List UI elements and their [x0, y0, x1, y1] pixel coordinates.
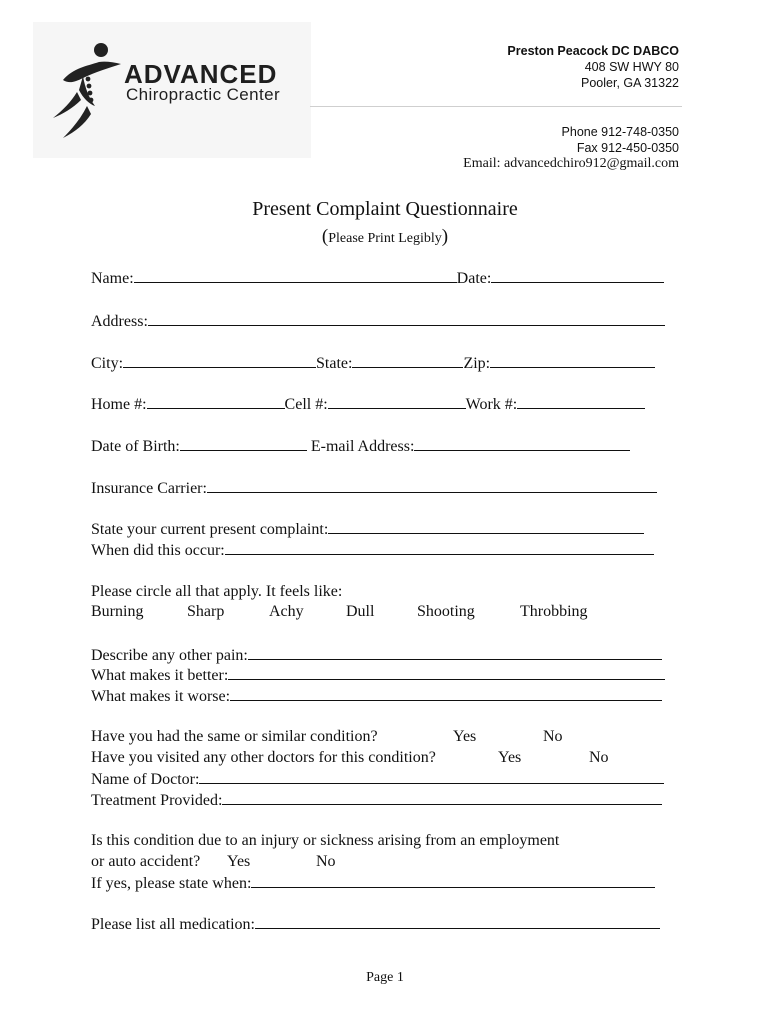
address-field[interactable]: [148, 311, 665, 326]
work-label: Work #:: [465, 396, 518, 413]
complaint-row: [91, 519, 644, 540]
when-label: When did this occur:: [91, 542, 225, 559]
form-title: Present Complaint Questionnaire: [252, 198, 518, 220]
city-row: [91, 353, 655, 374]
email-field[interactable]: [414, 436, 630, 451]
address-row: [91, 311, 665, 332]
doctor-name-label: Name of Doctor:: [91, 771, 200, 788]
phone-number: Phone 912-748-0350: [561, 125, 679, 139]
doctor-name-field[interactable]: [199, 769, 664, 784]
name-row: [91, 268, 664, 289]
doctor-row: [91, 769, 664, 790]
complaint-label: State your current present complaint:: [91, 521, 329, 538]
city-address: Pooler, GA 31322: [581, 76, 679, 90]
city-label: City:: [91, 355, 124, 372]
visited-question: Have you visited any other doctors for this condition?: [91, 749, 436, 766]
similar-no[interactable]: No: [543, 728, 563, 745]
when-field[interactable]: [225, 540, 654, 555]
logo-wordmark: ADVANCED: [124, 59, 278, 89]
option-dull[interactable]: Dull: [346, 603, 375, 620]
ifyes-field[interactable]: [251, 873, 655, 888]
date-field[interactable]: [491, 268, 664, 283]
insurance-label: Insurance Carrier:: [91, 480, 207, 497]
phone-row: [91, 394, 645, 415]
zip-label: Zip:: [463, 355, 491, 372]
ifyes-row: [91, 873, 655, 894]
subtitle-text: Please Print Legibly: [328, 231, 442, 246]
better-label: What makes it better:: [91, 667, 229, 684]
state-label: State:: [316, 355, 353, 372]
injury-question-line2: or auto accident?: [91, 853, 201, 870]
name-label: Name:: [91, 270, 134, 287]
other-pain-label: Describe any other pain:: [91, 647, 248, 664]
worse-label: What makes it worse:: [91, 688, 231, 705]
dob-label: Date of Birth:: [91, 438, 180, 455]
header-divider: [310, 106, 682, 107]
ifyes-label: If yes, please state when:: [91, 875, 252, 892]
medication-row: [91, 914, 660, 935]
option-sharp[interactable]: Sharp: [187, 603, 225, 620]
better-field[interactable]: [228, 665, 665, 680]
similar-question: Have you had the same or similar condition?: [91, 728, 378, 745]
dob-row: [91, 436, 630, 457]
treatment-row: [91, 790, 662, 811]
name-field[interactable]: [134, 268, 457, 283]
when-row: [91, 540, 654, 561]
address-label: Address:: [91, 313, 148, 330]
home-label: Home #:: [91, 396, 147, 413]
logo-tagline: Chiropractic Center: [126, 85, 281, 104]
zip-field[interactable]: [490, 353, 655, 368]
insurance-field[interactable]: [207, 478, 657, 493]
medication-field[interactable]: [255, 914, 660, 929]
option-achy[interactable]: Achy: [269, 603, 304, 620]
page-number: Page 1: [366, 970, 404, 985]
cell-phone-field[interactable]: [328, 394, 466, 409]
option-burning[interactable]: Burning: [91, 603, 144, 620]
home-phone-field[interactable]: [147, 394, 285, 409]
dob-field[interactable]: [180, 436, 307, 451]
state-field[interactable]: [352, 353, 463, 368]
treatment-field[interactable]: [222, 790, 662, 805]
injury-yes[interactable]: Yes: [227, 853, 251, 870]
circle-prompt: Please circle all that apply. It feels like:: [91, 583, 343, 600]
cell-label: Cell #:: [284, 396, 328, 413]
other-pain-field[interactable]: [248, 645, 662, 660]
work-phone-field[interactable]: [517, 394, 645, 409]
worse-field[interactable]: [230, 686, 662, 701]
visited-no[interactable]: No: [589, 749, 609, 766]
doctor-name: Preston Peacock DC DABCO: [507, 44, 679, 58]
logo: [33, 22, 311, 158]
medication-label: Please list all medication:: [91, 916, 255, 933]
better-row: [91, 665, 665, 686]
injury-no[interactable]: No: [316, 853, 336, 870]
worse-row: [91, 686, 662, 707]
insurance-row: [91, 478, 657, 499]
similar-yes[interactable]: Yes: [453, 728, 477, 745]
spine-figure-icon: [43, 28, 123, 148]
form-subtitle: (Please Print Legibly): [321, 226, 449, 247]
fax-number: Fax 912-450-0350: [576, 141, 679, 155]
city-field[interactable]: [123, 353, 316, 368]
date-label: Date:: [456, 270, 492, 287]
other-pain-row: [91, 645, 662, 666]
injury-question-line1: Is this condition due to an injury or sickness arising from an employment: [91, 832, 560, 849]
option-throbbing[interactable]: Throbbing: [520, 603, 588, 620]
street-address: 408 SW HWY 80: [584, 60, 679, 74]
email-contact: Email: advancedchiro912@gmail.com: [463, 156, 679, 171]
option-shooting[interactable]: Shooting: [417, 603, 475, 620]
visited-yes[interactable]: Yes: [498, 749, 522, 766]
email-label: E-mail Address:: [310, 438, 415, 455]
treatment-label: Treatment Provided:: [91, 792, 223, 809]
complaint-field[interactable]: [328, 519, 644, 534]
